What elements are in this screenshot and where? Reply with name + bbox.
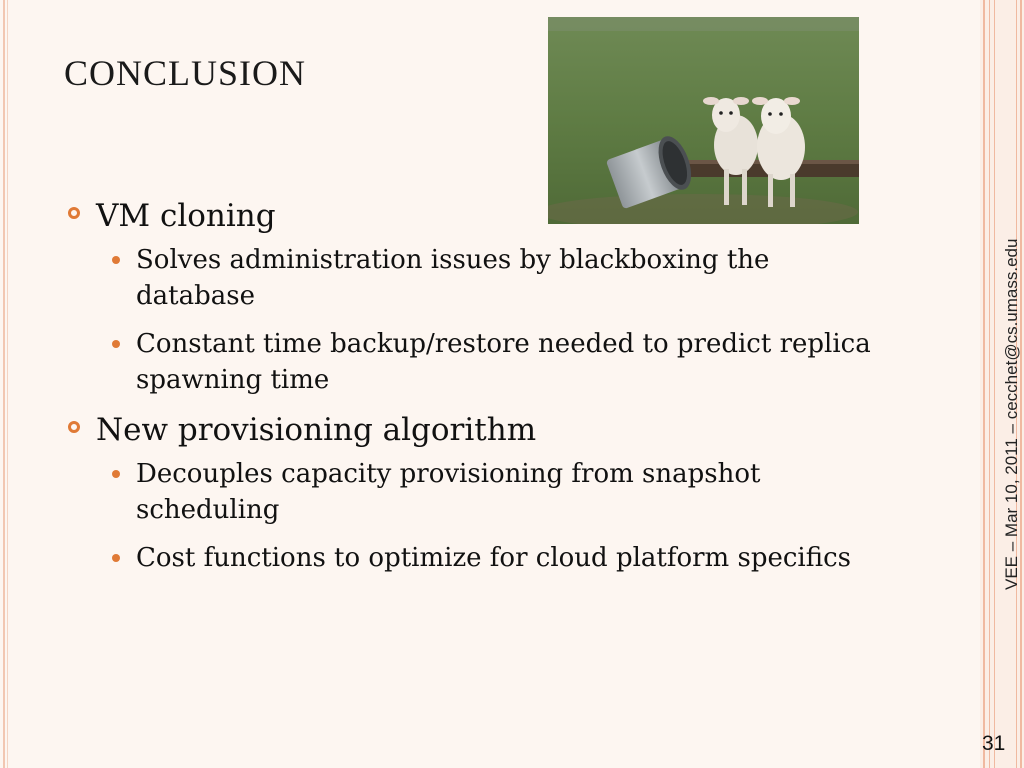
slide-number: 31 bbox=[982, 732, 1006, 755]
sub-bullet-item bbox=[64, 242, 894, 314]
sub-bullet-item bbox=[64, 540, 894, 576]
sub-bullet-text: Constant time backup/restore needed to predict replica spawning time bbox=[136, 329, 871, 395]
ring-bullet-icon bbox=[68, 207, 80, 219]
left-decorative-rule bbox=[3, 0, 5, 768]
sub-bullet-item bbox=[64, 326, 894, 398]
sub-bullet-text: Cost functions to optimize for cloud platform specifics bbox=[136, 543, 851, 573]
sub-bullet-text: Decouples capacity provisioning from snapshot scheduling bbox=[136, 459, 761, 525]
left-decorative-rule bbox=[7, 0, 8, 768]
bullet-list bbox=[64, 196, 894, 588]
footer-text: VEE – Mar 10, 2011 – cecchet@cs.umass.edu bbox=[1002, 238, 1021, 590]
dot-bullet-icon bbox=[112, 256, 120, 264]
bullet-text: New provisioning algorithm bbox=[96, 412, 537, 448]
slide-title: CONCLUSION bbox=[64, 53, 307, 93]
dot-bullet-icon bbox=[112, 340, 120, 348]
dot-bullet-icon bbox=[112, 554, 120, 562]
sub-bullet-item bbox=[64, 456, 894, 528]
lambs-photo bbox=[548, 17, 859, 224]
dot-bullet-icon bbox=[112, 470, 120, 478]
bullet-item bbox=[64, 196, 894, 236]
sub-bullet-text: Solves administration issues by blackboxing the database bbox=[136, 245, 770, 311]
bullet-text: VM cloning bbox=[96, 198, 276, 234]
ring-bullet-icon bbox=[68, 421, 80, 433]
bullet-item bbox=[64, 410, 894, 450]
